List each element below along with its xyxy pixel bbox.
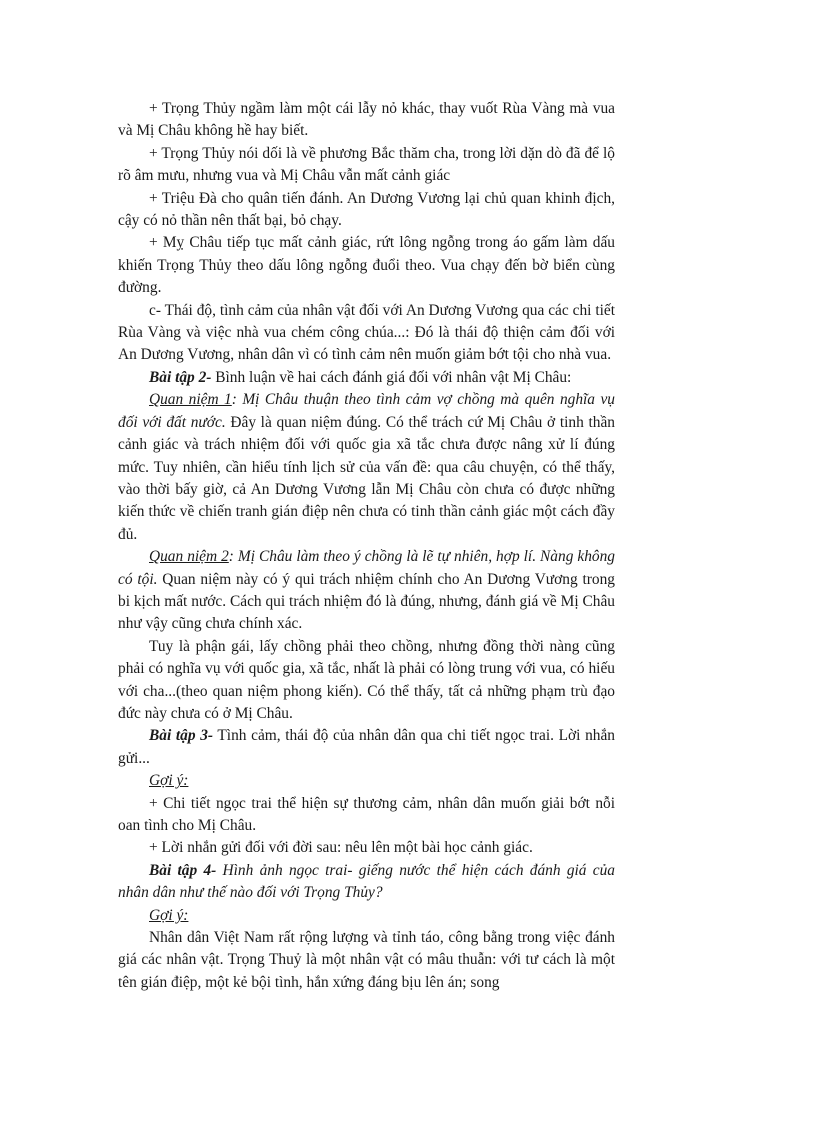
opinion-text: Quan niệm này có ý qui trách nhiệm chính cho An Dương Vương trong bi kịch mất nước. Cách qui trách nhiệm đó là đúng, nhưng, đánh giá về Mị Châu như vậy cũng chưa chính xác. [118,570,615,633]
opinion-text: Đây là quan niệm đúng. Có thể trách cứ Mị Châu ở tinh thần cảnh giác và trách nhiệm đối với quốc gia xã tắc chưa được nâng xử lí đúng mức. Tuy nhiên, cần hiểu tính lịch sử của vấn đề: qua câu chuyện, có thể thấy, vào thời bấy giờ, cả An Dương Vương lẫn Mị Châu còn chưa có được những kiến thức về chiến tranh gián điệp nên chưa có tinh thần cảnh giác một cách đầy đủ. [118,413,615,543]
paragraph: + Triệu Đà cho quân tiến đánh. An Dương Vương lại chủ quan khinh địch, cậy có nỏ thần nên thất bại, bỏ chạy. [118,189,615,230]
opinion-label: Quan niệm 2 [149,548,229,566]
hint-label: Gợi ý: [149,906,189,924]
exercise-label: Bài tập 2- [149,368,212,386]
exercise-4 [118,860,615,905]
exercise-text: Bình luận về hai cách đánh giá đối với nhân vật Mị Châu: [211,368,572,386]
paragraph: + Mỵ Châu tiếp tục mất cảnh giác, rứt lông ngỗng trong áo gấm làm dấu khiến Trọng Thủy theo dấu lông ngỗng đuổi theo. Vua chạy đến bờ biển cùng đường. [118,234,615,297]
paragraph: Tuy là phận gái, lấy chồng phải theo chồng, nhưng đồng thời nàng cũng phải có nghĩa vụ với quốc gia, xã tắc, nhất là phải có lòng trung với vua, có hiếu với cha...(theo quan niệm phong kiến). Có thể thấy, tất cả những phạm trù đạo đức này chưa có ở Mị Châu. [118,637,615,722]
exercise-2 [118,367,615,389]
opinion-label: Quan niệm 1 [149,391,232,409]
paragraph: + Lời nhắn gửi đối với đời sau: nêu lên một bài học cảnh giác. [149,839,533,857]
paragraph: c- Thái độ, tình cảm của nhân vật đối với An Dương Vương qua các chi tiết Rùa Vàng và việc nhà vua chém công chúa...: Đó là thái độ thiện cảm đối với An Dương Vương, nhân dân vì có tình cảm nên muốn giảm bớt tội cho nhà vua. [118,301,615,364]
paragraph: Nhân dân Việt Nam rất rộng lượng và tỉnh táo, công bằng trong việc đánh giá các nhân vật. Trọng Thuỷ là một nhân vật có mâu thuẫn: với tư cách là một tên gián điệp, một kẻ bội tình, hắn xứng đáng bịu lên án; song [118,929,615,991]
hint-label: Gợi ý: [149,772,189,790]
opinion-1 [118,389,615,546]
exercise-label: Bài tập 4- [149,861,217,879]
paragraph: + Trọng Thủy ngầm làm một cái lẫy nỏ khác, thay vuốt Rùa Vàng mà vua và Mị Châu không hề hay biết. [118,100,615,140]
opinion-quote: : Mị Châu làm theo ý chồng là lẽ tự nhiên, hợp lí. Nàng không có tội. [118,548,615,588]
exercise-label: Bài tập 3- [149,727,214,745]
paragraph: + Trọng Thủy nói dối là về phương Bắc thăm cha, trong lời dặn dò đã để lộ rõ âm mưu, nhưng vua và Mị Châu vẫn mất cảnh giác [118,144,615,185]
exercise-3 [118,725,615,770]
exercise-text: Hình ảnh ngọc trai- giếng nước thể hiện cách đánh giá của nhân dân như thế nào đối với Trọng Thủy? [118,861,615,902]
document-body [118,98,615,994]
opinion-quote: : Mị Châu thuận theo tình cảm vợ chồng mà quên nghĩa vụ đối với đất nước. [118,391,615,431]
opinion-2 [118,546,615,636]
exercise-text: Tình cảm, thái độ của nhân dân qua chi tiết ngọc trai. Lời nhắn gửi... [118,727,616,767]
hint-heading [118,905,615,927]
paragraph: + Chi tiết ngọc trai thể hiện sự thương cảm, nhân dân muốn giải bớt nỗi oan tình cho Mị Châu. [118,794,615,834]
hint-heading [118,770,615,792]
